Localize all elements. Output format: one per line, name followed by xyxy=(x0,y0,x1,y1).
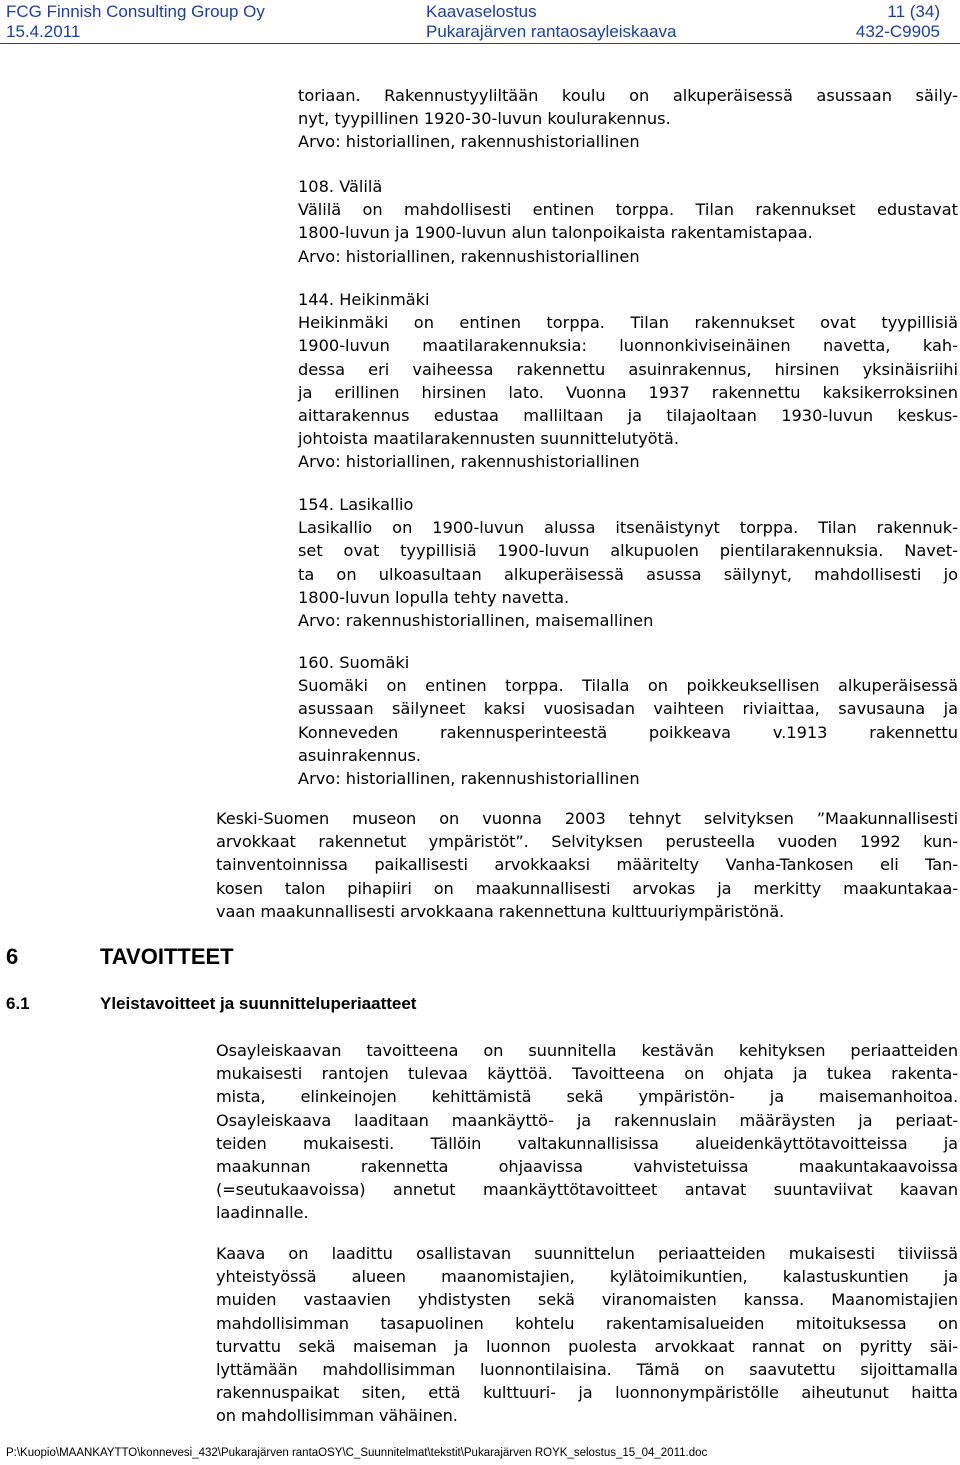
text-line: teiden mukaisesti. Tällöin valtakunnallisissa alueidenkäyttötavoitteissa ja xyxy=(216,1133,958,1153)
text-line: ja erillinen hirsinen lato. Vuonna 1937 rakennettu kaksikerroksinen xyxy=(298,382,958,402)
text-line: lyttämään mahdollisimman luonnontilaisina. Tämä on saavutettu sijoittamalla xyxy=(216,1360,958,1380)
paragraph-school-continuation xyxy=(298,84,958,154)
header-doc-type: Kaavaselostus xyxy=(426,2,537,21)
text-line: mukaisesti rantojen tulevaa käyttöä. Tavoitteena on ohjata ja tukea rakenta- xyxy=(216,1064,958,1084)
item-title: 108. Välilä xyxy=(298,177,383,196)
header-company: FCG Finnish Consulting Group Oy xyxy=(6,2,265,21)
text-line: Arvo: historiallinen, rakennushistoriallinen xyxy=(298,246,640,266)
paragraph-144-heikinmaki xyxy=(298,288,958,474)
text-line: (=seutukaavoissa) annetut maankäyttötavoitteet antavat suuntaviivat kaavan xyxy=(216,1180,958,1200)
section-number: 6 xyxy=(6,944,19,969)
text-line: Keski-Suomen museon on vuonna 2003 tehnyt selvityksen ”Maakunnallisesti xyxy=(216,809,958,828)
paragraph-keski-suomen-museo xyxy=(216,807,958,923)
text-line: yhteistyössä alueen maanomistajien, kylätoimikuntien, kalastuskuntien ja xyxy=(216,1267,958,1287)
text-line: Osayleiskaavan tavoitteena on suunnitella kestävän kehityksen periaatteiden xyxy=(216,1041,958,1060)
text-line: Välilä on mahdollisesti entinen torppa. Tilan rakennukset edustavat xyxy=(298,200,958,220)
text-line: dessa eri vaiheessa rakennettu asuinrakennus, hirsinen yksinäisriihi xyxy=(298,359,958,379)
section-heading-6 xyxy=(6,944,234,970)
text-line: Konneveden rakennusperinteestä poikkeava v.1913 rakennettu xyxy=(298,722,958,742)
text-line: rakennuspaikat siten, että kulttuuri- ja luonnonympäristölle aiheutunut haitta xyxy=(216,1383,958,1403)
text-line: 1800-luvun ja 1900-luvun alun talonpoikaista rakentamistapaa. xyxy=(298,223,813,243)
text-line: Arvo: historiallinen, rakennushistoriallinen xyxy=(298,452,640,472)
paragraph-osallistava-suunnittelu xyxy=(216,1242,958,1428)
header-date: 15.4.2011 xyxy=(6,22,81,41)
text-line: mista, elinkeinojen kehittämistä sekä ympäristön- ja maisemanhoitoa. xyxy=(216,1087,958,1107)
text-line: muiden vastaavien yhdistysten sekä viranomaisten kanssa. Maanomistajien xyxy=(216,1290,958,1310)
paragraph-108-valila xyxy=(298,175,958,268)
text-line: nyt, tyypillinen 1920-30-luvun koulurakennus. xyxy=(298,109,671,129)
text-line: ta on ulkoasultaan alkuperäisessä asussa säilynyt, mahdollisesti jo xyxy=(298,564,958,584)
paragraph-160-suomaki xyxy=(298,651,958,790)
item-title: 154. Lasikallio xyxy=(298,495,414,514)
page-header xyxy=(0,0,960,44)
text-line: 1800-luvun lopulla tehty navetta. xyxy=(298,587,570,607)
item-title: 144. Heikinmäki xyxy=(298,290,430,309)
text-line: toriaan. Rakennustyyliltään koulu on alkuperäisessä asussaan säily- xyxy=(298,86,958,105)
text-line: on mahdollisimman vähäinen. xyxy=(216,1406,458,1426)
paragraph-154-lasikallio xyxy=(298,493,958,632)
text-line: 1900-luvun maatilarakennuksia: luonnonkiviseinäinen navetta, kah- xyxy=(298,336,958,356)
header-doc-title: Pukarajärven rantaosayleiskaava xyxy=(426,22,677,41)
text-line: asussaan säilyneet kaksi vuosisadan vaihteen riviaittaa, savusauna ja xyxy=(298,699,958,719)
text-line: asuinrakennus. xyxy=(298,745,422,765)
text-line: Suomäki on entinen torppa. Tilalla on poikkeuksellisen alkuperäisessä xyxy=(298,676,958,696)
text-line: set ovat tyypillisiä 1900-luvun alkupuolen pientilarakennuksia. Navet- xyxy=(298,541,958,561)
text-line: Arvo: historiallinen, rakennushistoriallinen xyxy=(298,132,640,152)
paragraph-osayleiskaava-tavoitteet xyxy=(216,1039,958,1225)
item-title: 160. Suomäki xyxy=(298,653,410,672)
text-line: laadinnalle. xyxy=(216,1203,309,1223)
text-line: kosen talon pihapiiri on maakunnallisesti arvokas ja merkitty maakuntakaa- xyxy=(216,878,958,898)
subsection-title: Yleistavoitteet ja suunnitteluperiaatteet xyxy=(100,994,417,1013)
section-heading-6-1 xyxy=(6,994,416,1014)
section-title: TAVOITTEET xyxy=(100,944,234,969)
text-line: Kaava on laadittu osallistavan suunnittelun periaatteiden mukaisesti tiiviissä xyxy=(216,1244,958,1263)
header-page-number: 11 (34) xyxy=(887,2,940,21)
text-line: turvattu sekä maiseman ja luonnon puolesta arvokkaat rannat on pyritty säi- xyxy=(216,1336,958,1356)
text-line: Osayleiskaava laaditaan maankäyttö- ja rakennuslain määräysten ja periaat- xyxy=(216,1110,958,1130)
text-line: johtoista maatilarakennusten suunnittelutyötä. xyxy=(298,429,679,449)
text-line: Arvo: rakennushistoriallinen, maisemallinen xyxy=(298,611,654,631)
text-line: arvokkaat rakennetut ympäristöt”. Selvityksen perusteella vuoden 1992 kun- xyxy=(216,832,958,852)
text-line: Heikinmäki on entinen torppa. Tilan rakennukset ovat tyypillisiä xyxy=(298,313,958,333)
header-rule xyxy=(0,43,960,44)
header-project-code: 432-C9905 xyxy=(855,22,940,41)
text-line: mahdollisimman tasapuolinen kohtelu rakentamisalueiden mitoituksessa on xyxy=(216,1313,958,1333)
text-line: tainventoinnissa paikallisesti arvokkaaksi määritelty Vanha-Tankosen eli Tan- xyxy=(216,855,958,875)
text-line: maakunnan rakennetta ohjaavissa vahvistetuissa maakuntakaavoissa xyxy=(216,1157,958,1177)
text-line: aittarakennus edustaa malliltaan ja tilajaoltaan 1930-luvun keskus- xyxy=(298,406,958,426)
subsection-number: 6.1 xyxy=(6,994,30,1013)
footer-file-path: P:\Kuopio\MAANKAYTTO\konnevesi_432\Pukarajärven rantaOSY\C_Suunnitelmat\tekstit\Pukarajärven ROYK_selostus_15_04_2011.doc xyxy=(6,1447,708,1459)
text-line: Arvo: historiallinen, rakennushistoriallinen xyxy=(298,769,640,789)
text-line: vaan maakunnallisesti arvokkaana rakennettuna kulttuuriympäristönä. xyxy=(216,901,785,921)
text-line: Lasikallio on 1900-luvun alussa itsenäistynyt torppa. Tilan rakennuk- xyxy=(298,518,958,538)
